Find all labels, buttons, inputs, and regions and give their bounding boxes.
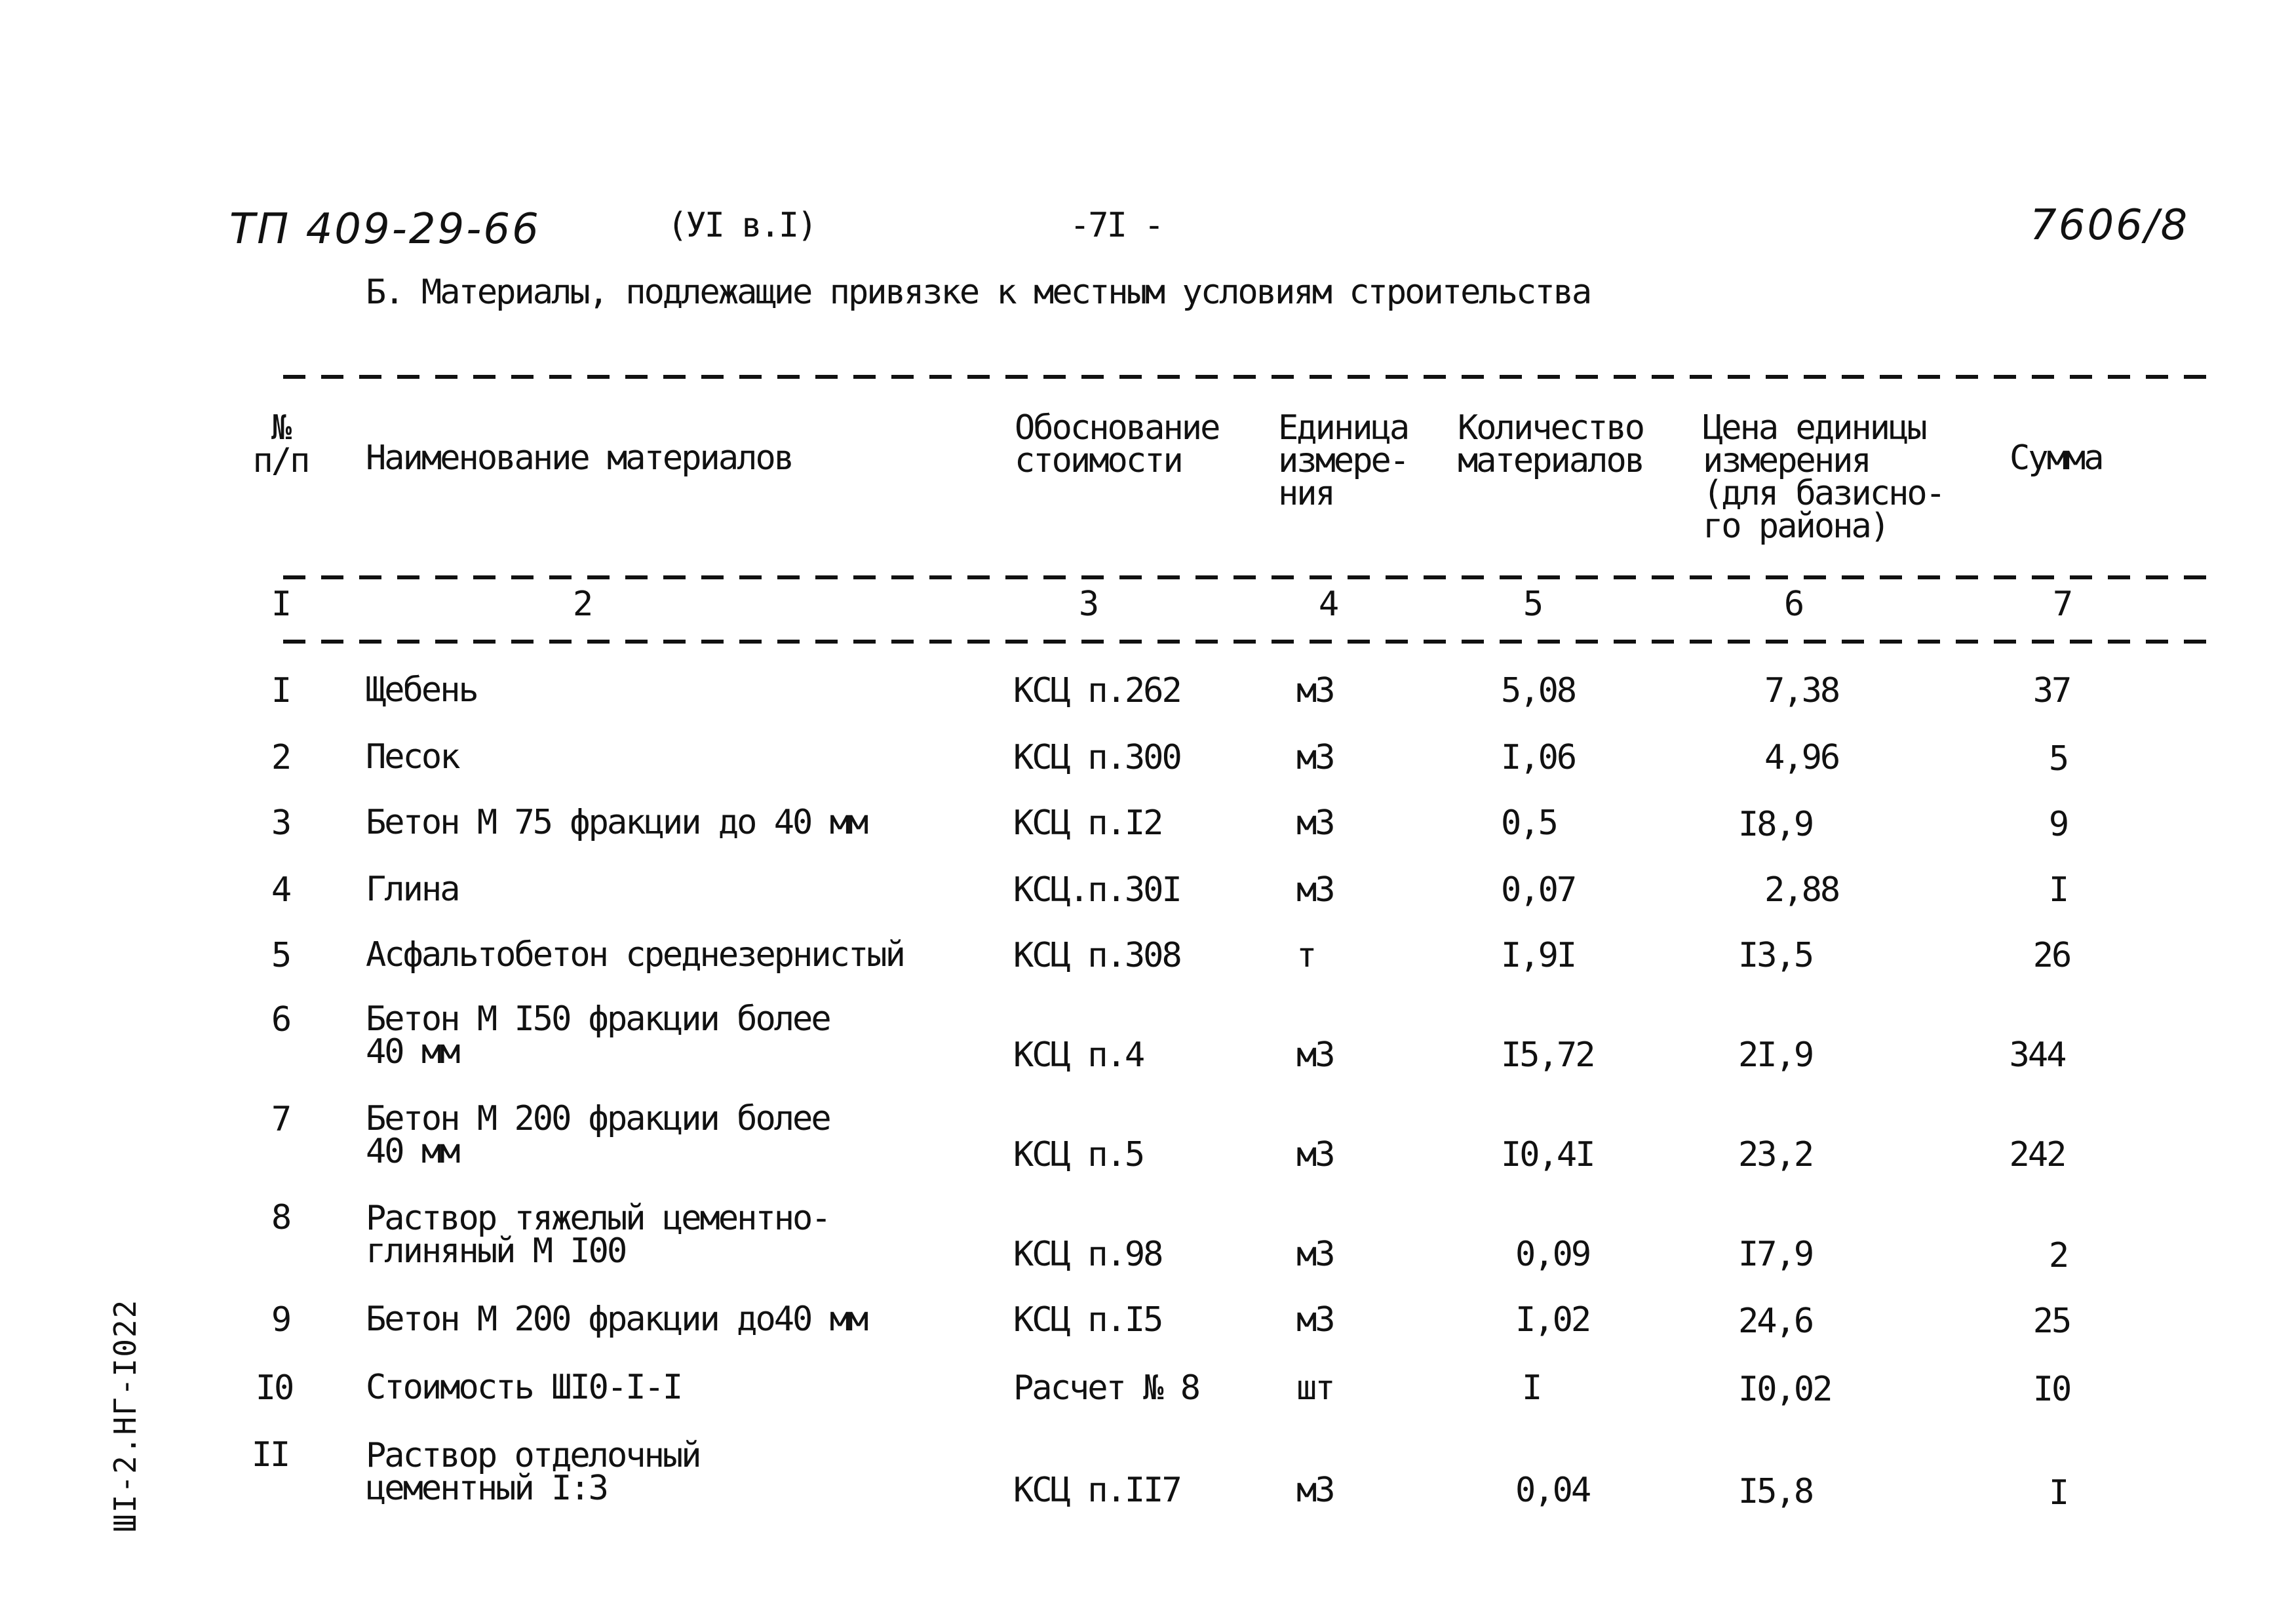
- row-number: 7: [271, 1100, 290, 1139]
- material-name: Щебень: [366, 670, 477, 710]
- unit: м3: [1296, 1135, 1334, 1174]
- cost-basis: КСЦ п.300: [1013, 738, 1180, 777]
- unit-price: 23,2: [1738, 1135, 1813, 1174]
- row-number: 6: [271, 1000, 290, 1039]
- quantity: 0,04: [1515, 1471, 1590, 1510]
- unit: м3: [1296, 870, 1334, 910]
- unit-price: I5,8: [1738, 1472, 1813, 1511]
- cost-basis: КСЦ.п.30I: [1013, 870, 1180, 910]
- row-number: I0: [255, 1368, 293, 1408]
- column-number: I: [271, 585, 290, 624]
- material-name: Бетон М 200 фракции до40 мм: [366, 1300, 867, 1339]
- table-top-rule: [283, 375, 2220, 379]
- sheet-number: 7606/8: [2030, 201, 2190, 250]
- quantity: I,02: [1515, 1300, 1590, 1340]
- header-cost-basis: Обоснование стоимости: [1015, 408, 1219, 480]
- row-number: 4: [271, 870, 290, 910]
- unit: м3: [1296, 1300, 1334, 1340]
- header-unit: Единица измере- ния: [1278, 408, 1408, 513]
- document-code: ТП 409-29-66: [229, 205, 541, 254]
- quantity: I,9I: [1501, 936, 1576, 975]
- cost-basis: КСЦ п.I2: [1013, 803, 1162, 843]
- cost-basis: КСЦ п.308: [1013, 936, 1180, 975]
- header-bottom-rule: [283, 575, 2220, 579]
- unit-price: 2I,9: [1738, 1035, 1813, 1075]
- sum: 25: [2032, 1302, 2070, 1341]
- cost-basis: КСЦ п.II7: [1013, 1471, 1180, 1510]
- page-number: -7I -: [1070, 206, 1163, 245]
- material-name: Асфальтобетон среднезернистый: [366, 935, 904, 975]
- column-number: 6: [1783, 585, 1803, 624]
- sum: 344: [2009, 1035, 2065, 1075]
- material-name: Раствор тяжелый цементно- глиняный М I00: [366, 1199, 830, 1271]
- row-number: 5: [271, 936, 290, 975]
- sum: 26: [2032, 936, 2070, 975]
- sum: 37: [2032, 671, 2070, 710]
- cost-basis: КСЦ п.5: [1013, 1135, 1144, 1174]
- sum: 2: [2048, 1236, 2068, 1275]
- unit-price: I0,02: [1738, 1370, 1831, 1409]
- material-name: Глина: [366, 870, 459, 909]
- row-number: 2: [271, 738, 290, 777]
- sum: 242: [2009, 1135, 2065, 1174]
- cost-basis: Расчет № 8: [1013, 1368, 1199, 1408]
- unit-price: I3,5: [1738, 936, 1813, 975]
- cost-basis: КСЦ п.98: [1013, 1235, 1162, 1274]
- sum: 5: [2048, 739, 2068, 779]
- quantity: I5,72: [1501, 1035, 1594, 1075]
- unit: т: [1296, 936, 1315, 975]
- cost-basis: КСЦ п.262: [1013, 671, 1180, 710]
- quantity: I0,4I: [1501, 1135, 1594, 1174]
- unit-price: I7,9: [1738, 1235, 1813, 1274]
- volume-label: (УI в.I): [667, 206, 816, 245]
- unit-price: 7,38: [1764, 671, 1839, 710]
- quantity: 0,5: [1501, 803, 1557, 843]
- column-number: 2: [572, 585, 592, 624]
- unit: м3: [1296, 803, 1334, 843]
- sum: 9: [2048, 805, 2068, 844]
- sum: I: [2048, 1473, 2068, 1513]
- unit: м3: [1296, 1471, 1334, 1510]
- quantity: I,06: [1501, 738, 1576, 777]
- unit: м3: [1296, 1035, 1334, 1075]
- quantity: 0,09: [1515, 1235, 1590, 1274]
- row-number: 8: [271, 1198, 290, 1237]
- column-number: 3: [1078, 585, 1098, 624]
- column-number: 5: [1523, 585, 1542, 624]
- sum: I0: [2032, 1370, 2070, 1409]
- row-number: I: [271, 671, 290, 710]
- unit-price: 4,96: [1764, 738, 1839, 777]
- column-numbers-bottom-rule: [283, 640, 2220, 644]
- unit-price: I8,9: [1738, 805, 1813, 844]
- column-number: 7: [2052, 585, 2072, 624]
- unit: м3: [1296, 671, 1334, 710]
- material-name: Бетон М 75 фракции до 40 мм: [366, 803, 867, 842]
- cost-basis: КСЦ п.4: [1013, 1035, 1144, 1075]
- material-name: Бетон М I50 фракции более 40 мм: [366, 999, 830, 1072]
- row-number: 9: [271, 1300, 290, 1340]
- unit: м3: [1296, 738, 1334, 777]
- header-row-number: № п/п: [252, 408, 309, 480]
- row-number: II: [251, 1435, 289, 1475]
- header-quantity: Количество материалов: [1458, 408, 1644, 480]
- header-sum: Сумма: [2010, 438, 2103, 478]
- unit-price: 2,88: [1764, 870, 1839, 910]
- margin-archive-stamp: ШI-2.НГ-I022: [107, 1298, 143, 1532]
- material-name: Песок: [366, 737, 459, 777]
- material-name: Раствор отделочный цементный I:3: [366, 1436, 700, 1508]
- header-unit-price: Цена единицы измерения (для базисно- го района): [1703, 408, 1944, 546]
- material-name: Стоимость ШI0-I-I: [366, 1368, 682, 1407]
- sum: I: [2048, 870, 2068, 910]
- cost-basis: КСЦ п.I5: [1013, 1300, 1162, 1340]
- material-name: Бетон М 200 фракции более 40 мм: [366, 1099, 830, 1171]
- unit-price: 24,6: [1738, 1302, 1813, 1341]
- quantity: 5,08: [1501, 671, 1576, 710]
- unit: шт: [1296, 1368, 1334, 1408]
- quantity: I: [1522, 1368, 1541, 1408]
- section-title: Б. Материалы, подлежащие привязке к местным условиям строительства: [366, 273, 1591, 312]
- unit: м3: [1296, 1235, 1334, 1274]
- header-material-name: Наименование материалов: [366, 438, 793, 478]
- column-number: 4: [1318, 585, 1338, 624]
- row-number: 3: [271, 803, 290, 843]
- quantity: 0,07: [1501, 870, 1576, 910]
